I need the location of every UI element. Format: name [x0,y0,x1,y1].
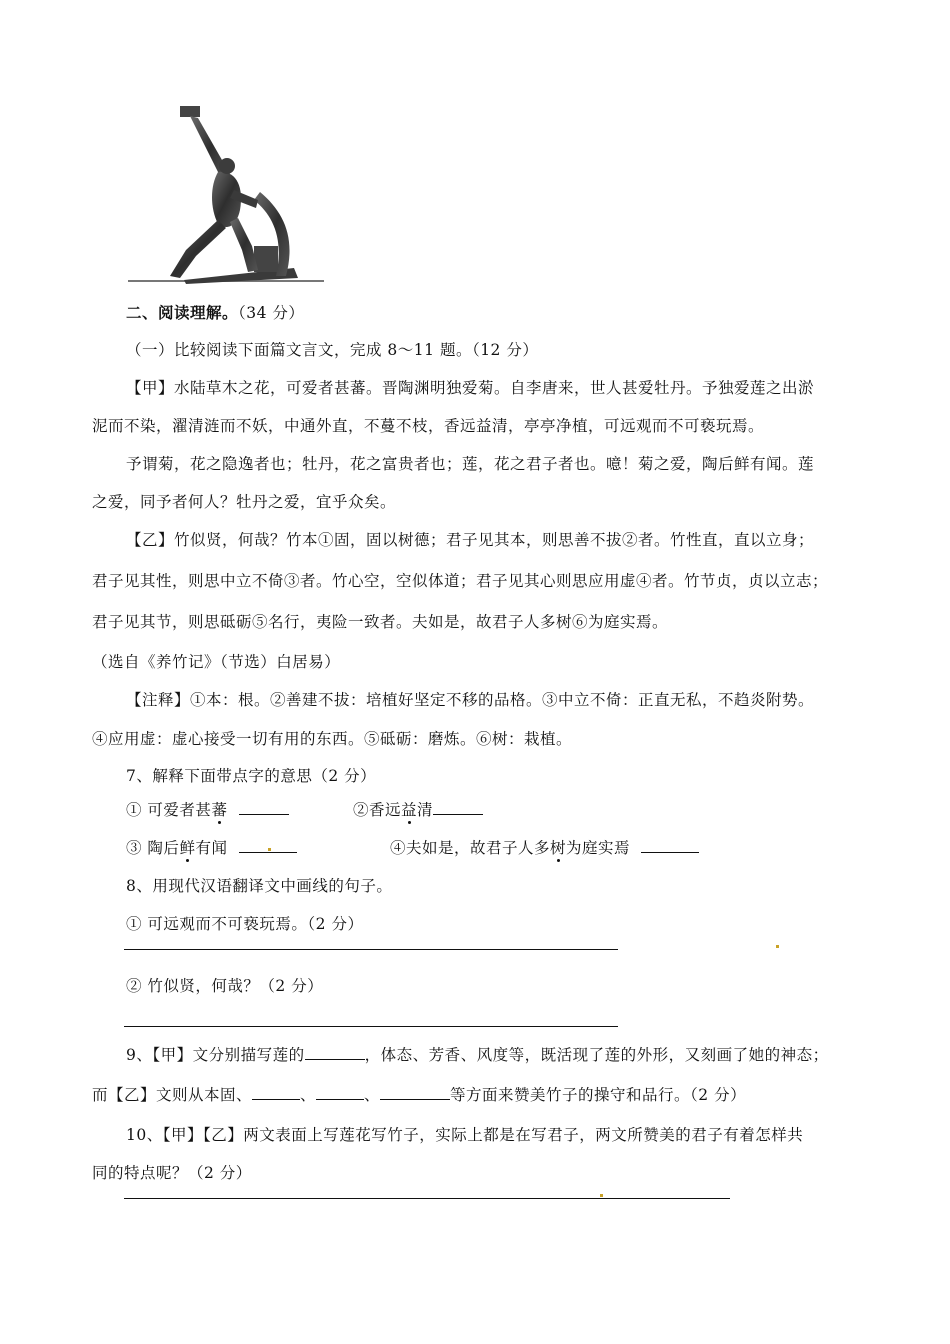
q9-text-a: 9、【甲】文分别描写莲的 [126,1046,305,1064]
q7-d-text: ④夫如是，故君子人多 [390,839,551,857]
q9-separator-1: 、 [300,1086,317,1104]
q7-d-answer-blank[interactable] [641,838,699,853]
q7-a-dotted-char: 蕃 [211,801,228,819]
notes-label: 【注释】 [126,691,191,709]
q7-b-dotted-char: 益 [401,801,418,819]
question-8-item-2: ② 竹似贤，何哉？（2 分） [126,977,324,995]
q9-text-d: 等方面来赞美竹子的操守和品行。（2 分） [450,1086,747,1104]
notes-text: ①本：根。②善建不拔：培植好坚定不移的品格。③中立不倚：正直无私，不趋炎附势。 [190,691,815,709]
question-8-stem: 8、用现代汉语翻译文中画线的句子。 [126,877,393,895]
q7-a-answer-blank[interactable] [239,800,289,815]
q7-d-text-end: 为庭实焉 [566,839,631,857]
scan-speck [776,945,779,948]
question-7-item-2 [353,800,483,820]
jia-paragraph-2-line-2: 之爱，同予者何人？牡丹之爱，宜乎众矣。 [92,493,397,511]
q9-separator-2: 、 [364,1086,381,1104]
jia-paragraph-1-line-2: 泥而不染，濯清涟而不妖，中通外直，不蔓不枝，香远益清，亭亭净植，可远观而不可亵玩焉。 [92,417,765,435]
q7-b-text: ②香远 [353,801,402,819]
section-title: 二、阅读理解。 [126,303,239,322]
part1-intro: （一）比较阅读下面篇文言文，完成 8～11 题。（12 分） [126,341,539,359]
q7-d-dotted-char: 树 [550,839,567,857]
q9-text-c: 而【乙】文则从本固、 [92,1086,253,1104]
q9-text-b: ，体态、芳香、风度等，既活现了莲的外形，又刻画了她的神态； [364,1046,829,1064]
yi-label: 【乙】 [126,531,175,549]
jia-paragraph-1-line-1 [126,378,814,398]
question-7-item-3 [126,838,297,858]
notes-line-1 [126,690,814,710]
q7-a-text: ① 可爱者甚 [126,801,212,819]
jia-paragraph-2-line-1: 予谓菊，花之隐逸者也；牡丹，花之富贵者也；莲，花之君子者也。噫！菊之爱，陶后鲜有闻。莲 [126,455,815,473]
question-8-item-1: ① 可远观而不可亵玩焉。（2 分） [126,915,364,933]
q9-answer-blank-1[interactable] [305,1045,365,1060]
q7-b-answer-blank[interactable] [433,800,483,815]
scan-speck [268,848,271,851]
yi-line-3: 君子见其节，则思砥砺⑤名行，夷险一致者。夫如是，故君子人多树⑥为庭实焉。 [92,613,669,631]
scan-speck [600,1194,603,1197]
section-heading [126,303,304,323]
q7-c-text-end: 有闻 [195,839,228,857]
q7-c-text: ③ 陶后 [126,839,180,857]
q7-b-text-end: 清 [417,801,434,819]
q10-answer-line[interactable] [124,1198,730,1199]
section-points: （34 分） [238,304,305,322]
question-7-item-1 [126,800,289,820]
yi-line-1 [126,530,814,550]
question-7-item-4 [390,838,699,858]
hammer-statue-illustration [126,100,326,285]
q9-answer-blank-3[interactable] [316,1085,364,1100]
question-10-line-1: 10、【甲】【乙】两文表面上写莲花写竹子，实际上都是在写君子，两文所赞美的君子有着怎样共 [126,1126,804,1144]
yi-source: （选自《养竹记》（节选）白居易） [92,653,341,671]
q8-b-answer-line[interactable] [124,1026,618,1027]
q9-answer-blank-2[interactable] [252,1085,300,1100]
question-9-line-1 [126,1045,829,1065]
yi-line-2: 君子见其性，则思中立不倚③者。竹心空，空似体道；君子见其心则思应用虚④者。竹节贞，贞以立志； [92,572,829,590]
yi-text: 竹似贤，何哉？竹本①固，固以树德；君子见其本，则思善不拔②者。竹性直，直以立身； [174,531,815,549]
question-9-line-2 [92,1085,746,1105]
q7-c-dotted-char: 鲜 [179,839,196,857]
jia-text: 水陆草木之花，可爱者甚蕃。晋陶渊明独爱菊。自李唐来，世人甚爱牡丹。予独爱莲之出淤 [174,379,815,397]
question-10-line-2: 同的特点呢？（2 分） [92,1164,252,1182]
question-7-stem: 7、解释下面带点字的意思（2 分） [126,767,377,785]
jia-label: 【甲】 [126,379,175,397]
q8-a-answer-line[interactable] [124,949,618,950]
q9-answer-blank-4[interactable] [380,1085,450,1100]
notes-line-2: ④应用虚：虚心接受一切有用的东西。⑤砥砺：磨炼。⑥树：栽植。 [92,730,573,748]
